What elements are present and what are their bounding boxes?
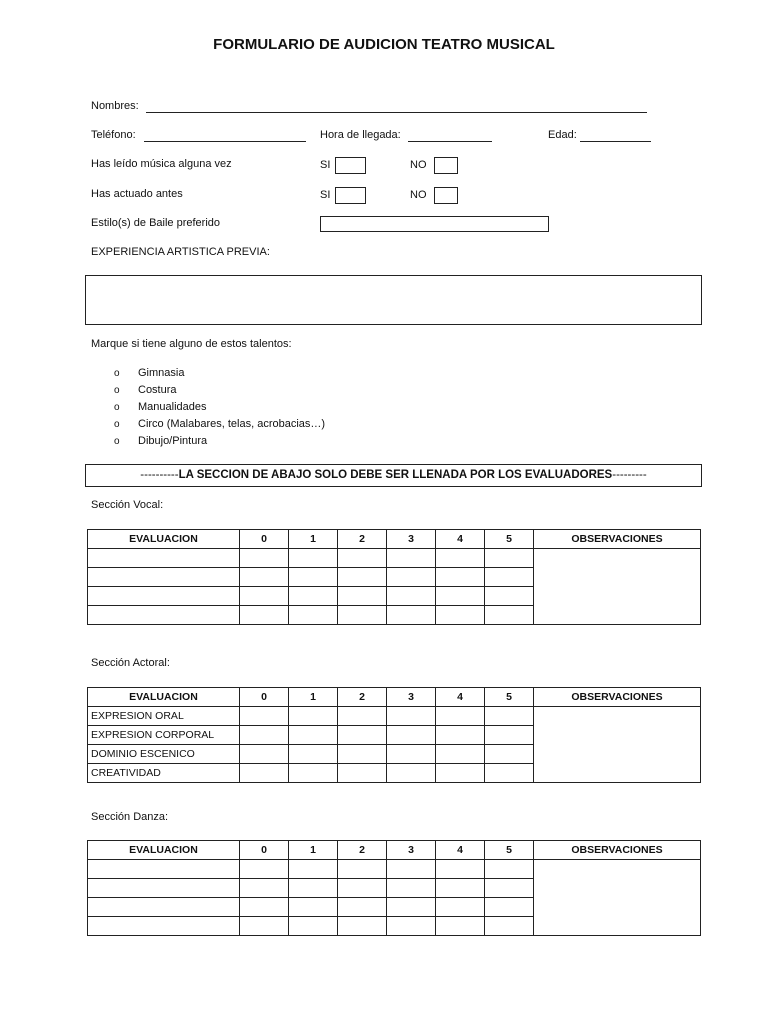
actoral-table: [87, 687, 701, 783]
edad-line[interactable]: [580, 141, 651, 142]
bullet-icon: o: [114, 385, 120, 396]
criterion-cell: [88, 568, 240, 587]
estilo-input[interactable]: [320, 216, 549, 232]
score-cell[interactable]: [485, 745, 534, 764]
criterion-cell: [88, 587, 240, 606]
header-score: 2: [338, 530, 387, 549]
score-cell[interactable]: [338, 587, 387, 606]
score-cell[interactable]: [436, 707, 485, 726]
experiencia-label: EXPERIENCIA ARTISTICA PREVIA:: [91, 246, 270, 258]
score-cell[interactable]: [338, 917, 387, 936]
criterion-cell: [88, 860, 240, 879]
header-score: 2: [338, 841, 387, 860]
observaciones-cell[interactable]: [534, 707, 701, 783]
score-cell[interactable]: [485, 917, 534, 936]
score-cell[interactable]: [387, 587, 436, 606]
bullet-icon: o: [114, 436, 120, 447]
score-cell[interactable]: [240, 707, 289, 726]
telefono-line[interactable]: [144, 141, 306, 142]
score-cell[interactable]: [436, 917, 485, 936]
header-evaluacion: EVALUACION: [88, 530, 240, 549]
score-cell[interactable]: [387, 549, 436, 568]
header-score: 0: [240, 688, 289, 707]
score-cell[interactable]: [436, 879, 485, 898]
score-cell[interactable]: [240, 745, 289, 764]
banner-text: LA SECCION DE ABAJO SOLO DEBE SER LLENADA POR LOS EVALUADORES: [178, 469, 613, 481]
score-cell[interactable]: [485, 764, 534, 783]
score-cell[interactable]: [387, 917, 436, 936]
score-cell[interactable]: [485, 879, 534, 898]
actuado-si-label: SI: [320, 189, 331, 201]
score-cell[interactable]: [436, 745, 485, 764]
score-cell[interactable]: [240, 568, 289, 587]
observaciones-cell[interactable]: [534, 860, 701, 936]
vocal-table: [87, 529, 701, 625]
score-cell[interactable]: [387, 860, 436, 879]
table-row: [88, 860, 701, 879]
score-cell[interactable]: [338, 549, 387, 568]
musica-si-checkbox[interactable]: [335, 157, 366, 174]
criterion-cell: [88, 879, 240, 898]
score-cell[interactable]: [338, 707, 387, 726]
header-score: 5: [485, 841, 534, 860]
musica-no-checkbox[interactable]: [434, 157, 458, 174]
criterion-cell: EXPRESION ORAL: [88, 707, 240, 726]
score-cell[interactable]: [289, 568, 338, 587]
score-cell[interactable]: [436, 726, 485, 745]
score-cell[interactable]: [436, 549, 485, 568]
score-cell[interactable]: [485, 568, 534, 587]
criterion-cell: DOMINIO ESCENICO: [88, 745, 240, 764]
score-cell[interactable]: [240, 606, 289, 625]
danza-table: [87, 840, 701, 936]
section-vocal-title: Sección Vocal:: [91, 499, 164, 511]
estilo-label: Estilo(s) de Baile preferido: [91, 217, 221, 229]
score-cell[interactable]: [289, 549, 338, 568]
musica-label: Has leído música alguna vez: [91, 158, 232, 170]
score-cell[interactable]: [485, 860, 534, 879]
score-cell[interactable]: [289, 917, 338, 936]
score-cell[interactable]: [436, 568, 485, 587]
nombres-line[interactable]: [146, 112, 647, 113]
score-cell[interactable]: [338, 745, 387, 764]
criterion-cell: [88, 917, 240, 936]
score-cell[interactable]: [338, 879, 387, 898]
talent-item[interactable]: o Dibujo/Pintura: [114, 433, 414, 450]
talents-prompt: Marque si tiene alguno de estos talentos:: [91, 338, 292, 350]
score-cell[interactable]: [289, 606, 338, 625]
bullet-icon: o: [114, 419, 120, 430]
header-score: 4: [436, 841, 485, 860]
score-cell[interactable]: [387, 707, 436, 726]
nombres-label: Nombres:: [91, 100, 139, 112]
talent-item[interactable]: o Circo (Malabares, telas, acrobacias…): [114, 416, 414, 433]
score-cell[interactable]: [289, 764, 338, 783]
criterion-cell: CREATIVIDAD: [88, 764, 240, 783]
header-score: 5: [485, 688, 534, 707]
score-cell[interactable]: [436, 898, 485, 917]
header-score: 3: [387, 841, 436, 860]
criterion-cell: [88, 606, 240, 625]
score-cell[interactable]: [289, 745, 338, 764]
musica-no-label: NO: [410, 159, 427, 171]
score-cell[interactable]: [485, 587, 534, 606]
section-actoral-title: Sección Actoral:: [91, 657, 170, 669]
header-score: 1: [289, 530, 338, 549]
evaluators-banner: ----------LA SECCION DE ABAJO SOLO DEBE SER LLENADA POR LOS EVALUADORES---------: [85, 464, 702, 487]
talent-item[interactable]: o Manualidades: [114, 399, 414, 416]
header-evaluacion: EVALUACION: [88, 688, 240, 707]
observaciones-cell[interactable]: [534, 549, 701, 625]
score-cell[interactable]: [240, 726, 289, 745]
hora-line[interactable]: [408, 141, 492, 142]
score-cell[interactable]: [436, 606, 485, 625]
score-cell[interactable]: [240, 860, 289, 879]
table-row: [88, 707, 701, 726]
header-score: 2: [338, 688, 387, 707]
score-cell[interactable]: [387, 568, 436, 587]
header-evaluacion: EVALUACION: [88, 841, 240, 860]
experiencia-textarea[interactable]: [85, 275, 702, 325]
talent-item[interactable]: o Costura: [114, 382, 414, 399]
header-observaciones: OBSERVACIONES: [534, 688, 701, 707]
criterion-cell: [88, 549, 240, 568]
score-cell[interactable]: [436, 860, 485, 879]
header-score: 3: [387, 688, 436, 707]
header-score: 5: [485, 530, 534, 549]
edad-label: Edad:: [548, 129, 577, 141]
header-score: 0: [240, 841, 289, 860]
header-score: 3: [387, 530, 436, 549]
score-cell[interactable]: [338, 764, 387, 783]
score-cell[interactable]: [240, 898, 289, 917]
score-cell[interactable]: [240, 917, 289, 936]
score-cell[interactable]: [338, 860, 387, 879]
score-cell[interactable]: [387, 764, 436, 783]
form-title: FORMULARIO DE AUDICION TEATRO MUSICAL: [213, 36, 555, 53]
telefono-label: Teléfono:: [91, 129, 136, 141]
header-observaciones: OBSERVACIONES: [534, 841, 701, 860]
score-cell[interactable]: [387, 726, 436, 745]
header-score: 0: [240, 530, 289, 549]
score-cell[interactable]: [289, 879, 338, 898]
score-cell[interactable]: [387, 745, 436, 764]
score-cell[interactable]: [387, 879, 436, 898]
score-cell[interactable]: [240, 879, 289, 898]
criterion-cell: [88, 898, 240, 917]
talents-list: [114, 365, 414, 450]
header-observaciones: OBSERVACIONES: [534, 530, 701, 549]
actuado-si-checkbox[interactable]: [335, 187, 366, 204]
score-cell[interactable]: [436, 764, 485, 783]
musica-si-label: SI: [320, 159, 331, 171]
actuado-no-label: NO: [410, 189, 427, 201]
bullet-icon: o: [114, 402, 120, 413]
score-cell[interactable]: [289, 707, 338, 726]
score-cell[interactable]: [485, 898, 534, 917]
criterion-cell: EXPRESION CORPORAL: [88, 726, 240, 745]
header-score: 1: [289, 841, 338, 860]
score-cell[interactable]: [240, 587, 289, 606]
section-danza-title: Sección Danza:: [91, 811, 169, 823]
score-cell[interactable]: [485, 707, 534, 726]
score-cell[interactable]: [240, 549, 289, 568]
score-cell[interactable]: [485, 726, 534, 745]
score-cell[interactable]: [338, 568, 387, 587]
header-score: 1: [289, 688, 338, 707]
score-cell[interactable]: [387, 606, 436, 625]
score-cell[interactable]: [485, 606, 534, 625]
score-cell[interactable]: [338, 726, 387, 745]
score-cell[interactable]: [338, 898, 387, 917]
score-cell[interactable]: [289, 587, 338, 606]
score-cell[interactable]: [289, 898, 338, 917]
hora-label: Hora de llegada:: [320, 129, 401, 141]
talent-item[interactable]: o Gimnasia: [114, 365, 414, 382]
score-cell[interactable]: [289, 726, 338, 745]
header-score: 4: [436, 688, 485, 707]
score-cell[interactable]: [485, 549, 534, 568]
header-score: 4: [436, 530, 485, 549]
actuado-label: Has actuado antes: [91, 188, 183, 200]
actuado-no-checkbox[interactable]: [434, 187, 458, 204]
score-cell[interactable]: [387, 898, 436, 917]
bullet-icon: o: [114, 368, 120, 379]
score-cell[interactable]: [289, 860, 338, 879]
score-cell[interactable]: [338, 606, 387, 625]
score-cell[interactable]: [436, 587, 485, 606]
score-cell[interactable]: [240, 764, 289, 783]
table-row: [88, 549, 701, 568]
